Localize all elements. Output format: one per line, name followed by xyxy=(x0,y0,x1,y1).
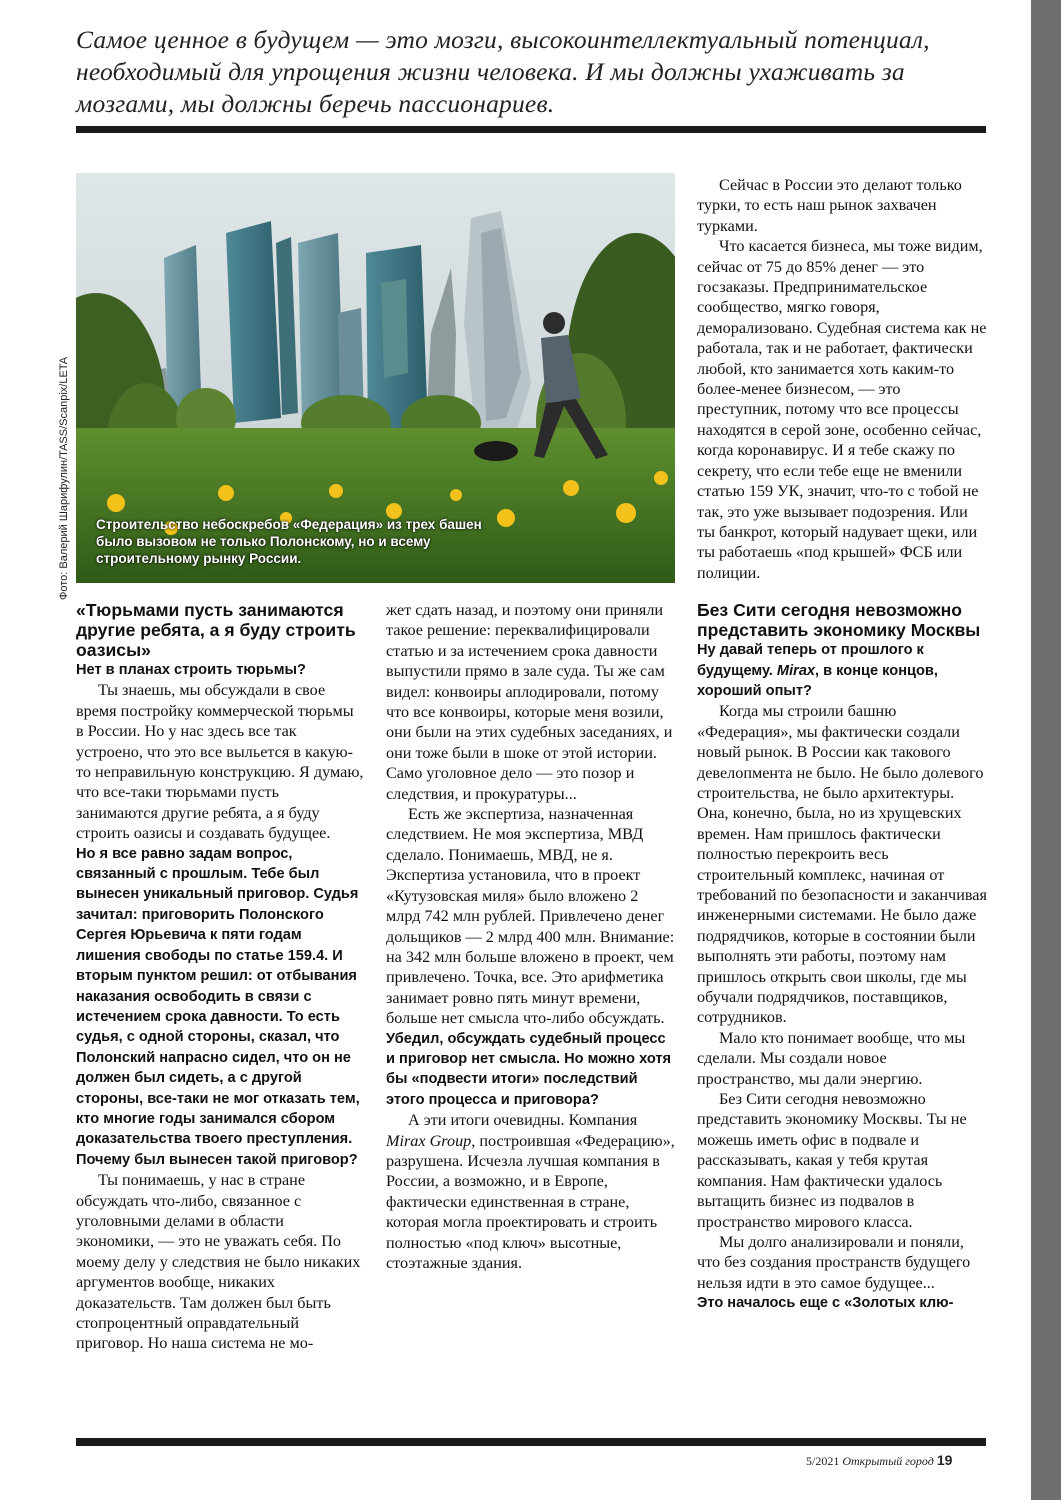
answer-2: Ты понимаешь, у нас в стране обсуждать что-либо, связанное с уголовными делами в области экономики, — это не уважать себя. По моему делу у следствия не было никаких аргументов вообще, никаких доказательств. Там должен был быть стопроцентный оправдательный приговор. Но наша система не мо- xyxy=(76,1171,361,1353)
question-1: Нет в планах строить тюрьмы? xyxy=(76,662,306,678)
text-span: , в конце концов, хороший опыт? xyxy=(697,662,938,699)
section-heading-2: Без Сити сегодня невозможно представить экономику Москвы xyxy=(697,600,981,641)
column-1 xyxy=(76,600,364,1354)
issue-number: 5/2021 xyxy=(806,1454,840,1468)
answer-1: Ты знаешь, мы обсуждали в свое время постройку коммерческой тюрьмы в России. Но у нас здесь все так устроено, что это все выльется в какую-то неправильную конструкцию. Я думаю, что все-таки тюрьмами пусть занимаются другие ребята, а я буду строить оазисы и создавать будущее. xyxy=(76,681,364,843)
column-3 xyxy=(697,175,987,1314)
paragraph-energy: Мало кто понимает вообще, что мы сделали. Мы создали новое пространство, мы дали энергию. xyxy=(697,1028,966,1088)
question-3: Убедил, обсуждать судебный процесс и приговор нет смысла. Но можно хотя бы «подвести итоги» последствий этого процесса и приговора? xyxy=(386,1030,672,1108)
paragraph-continued: жет сдать назад, и поэтому они приняли такое решение: переквалифицировали статью и за истечением срока давности выпустили прямо в зале суда. Ты же сам видел: конвоиры аплодировали, потому что все конвоиры, которые меня возили, они были на этих судебных заседаниях, и они тоже были в шоке от этой истории. Само уголовное дело — это позор и следствия, и прокуратуры... xyxy=(386,601,673,803)
page-edge-bar xyxy=(1031,0,1061,1500)
text-span: Ну давай теперь от прошлого к будущему. xyxy=(697,642,924,679)
paragraph-city: Без Сити сегодня невозможно представить экономику Москвы. Ты не можешь иметь офис в подвале и рассказывать, какая у тебя крутая компания. Нам фактически удалось вытащить бизнес из подвалов в пространство мирового класса. xyxy=(697,1090,967,1231)
text-span: , построившая «Федерацию», разрушена. Исчезла лучшая компания в России, а возможно, и в Европе, фактически единственная в стране, которая могла проектировать и строить полностью «под ключ» высотные, стоэтажные здания. xyxy=(386,1131,675,1272)
paragraph-federation: Когда мы строили башню «Федерация», мы фактически создали новый рынок. В России как такового девелопмента не было. Не было долевого строительства, не было архитектуры. Она, конечно, была, но из хрущевских времен. Нам пришлось фактически полностью перекроить весь строительный комплекс, начиная от требований по безопасности и заканчивая инженерными системами. Не было даже подрядчиков, которые в состоянии были выполнять эти работы, поэтому нам пришлось открыть свои школы, где мы обучали подрядчиков, поставщиков, сотрудников. xyxy=(697,702,987,1027)
question-5: Это началось еще с «Золотых клю- xyxy=(697,1295,954,1312)
paragraph-turks: Сейчас в России это делают только турки, то есть наш рынок захвачен турками. xyxy=(697,176,962,235)
paragraph-business: Что касается бизнеса, мы тоже видим, сейчас от 75 до 85% денег — это госзаказы. Предпринимательское сообщество, мягко говоря, деморализовано. Судебная система как не работала, так и не работает, фактически любой, кто занимается хоть каким-то более-менее бизнесом, — это преступник, потому что все процессы находятся в серой зоне, особенно сейчас, когда коронавирус. И я тебе скажу по секрету, что если тебе еще не вменили статью 159 УК, значит, что-то с тобой не так, это уже вызывает подозрения. Или ты банкрот, который надувает щеки, или ты работаешь «под крышей» ФСБ или полиции. xyxy=(697,237,987,582)
page-folio xyxy=(806,1452,952,1469)
page-number: 19 xyxy=(936,1452,953,1468)
pull-quote: Самое ценное в будущем — это мозги, высокоинтеллектуальный потенциал, необходимый для упрощения жизни человека. И мы должны ухаживать за мозгами, мы должны беречь пассионариев. xyxy=(76,25,930,118)
company-name: Mirax Group xyxy=(386,1131,472,1150)
column-2 xyxy=(386,600,676,1273)
section-heading-1: «Тюрьмами пусть занимаются другие ребята, а я буду строить оазисы» xyxy=(76,600,356,660)
photo-credit: Фото: Валерий Шарифулин/TASS/Scanpix/LETA xyxy=(58,356,70,600)
question-2: Но я все равно задам вопрос, связанный с прошлым. Тебе был вынесен уникальный приговор. Судья зачитал: приговорить Полонского Сергея Юрьевича к пяти годам лишения свободы по статье 159.4. И вторым пунктом решил: от отбывания наказания освободить в связи с истечением срока давности. То есть судья, с одной стороны, сказал, что Полонский напрасно сидел, что он не должен был сидеть, а с другой стороны, все-таки не мог отказать тем, кто многие годы занимался сбором доказательства твоего преступления. Почему был вынесен такой приговор? xyxy=(76,845,360,1168)
photo-caption: Строительство небоскребов «Федерация» из трех башен было вызовом не только Полонскому, но и всему строительному рынку России. xyxy=(96,517,482,566)
magazine-name: Открытый город xyxy=(842,1454,934,1468)
paragraph-expertise: Есть же экспертиза, назначенная следствием. Не моя экспертиза, МВД сделало. Понимаешь, МВД, не я. Экспертиза установила, что в проект «Кутузовская миля» было вложено 2 млрд 742 млн рублей. Привлечено денег дольщиков — 2 млрд 400 млн. Внимание: на 342 млн больше вложено в проект, чем привлечено. Точка, все. Это арифметика занимает ровно пять минут времени, больше нет смысла что-либо обсуждать. xyxy=(386,805,675,1028)
bottom-rule xyxy=(76,1438,986,1446)
paragraph-results xyxy=(386,1110,676,1273)
company-name: Mirax xyxy=(776,662,816,679)
moscow-city-photo xyxy=(76,173,675,583)
paragraph-future: Мы долго анализировали и поняли, что без создания пространств будущего нельзя идти в это самое будущее... xyxy=(697,1232,971,1292)
top-rule xyxy=(76,126,986,133)
text-span: А эти итоги очевидны. Компания xyxy=(408,1111,638,1130)
question-4 xyxy=(697,640,987,701)
